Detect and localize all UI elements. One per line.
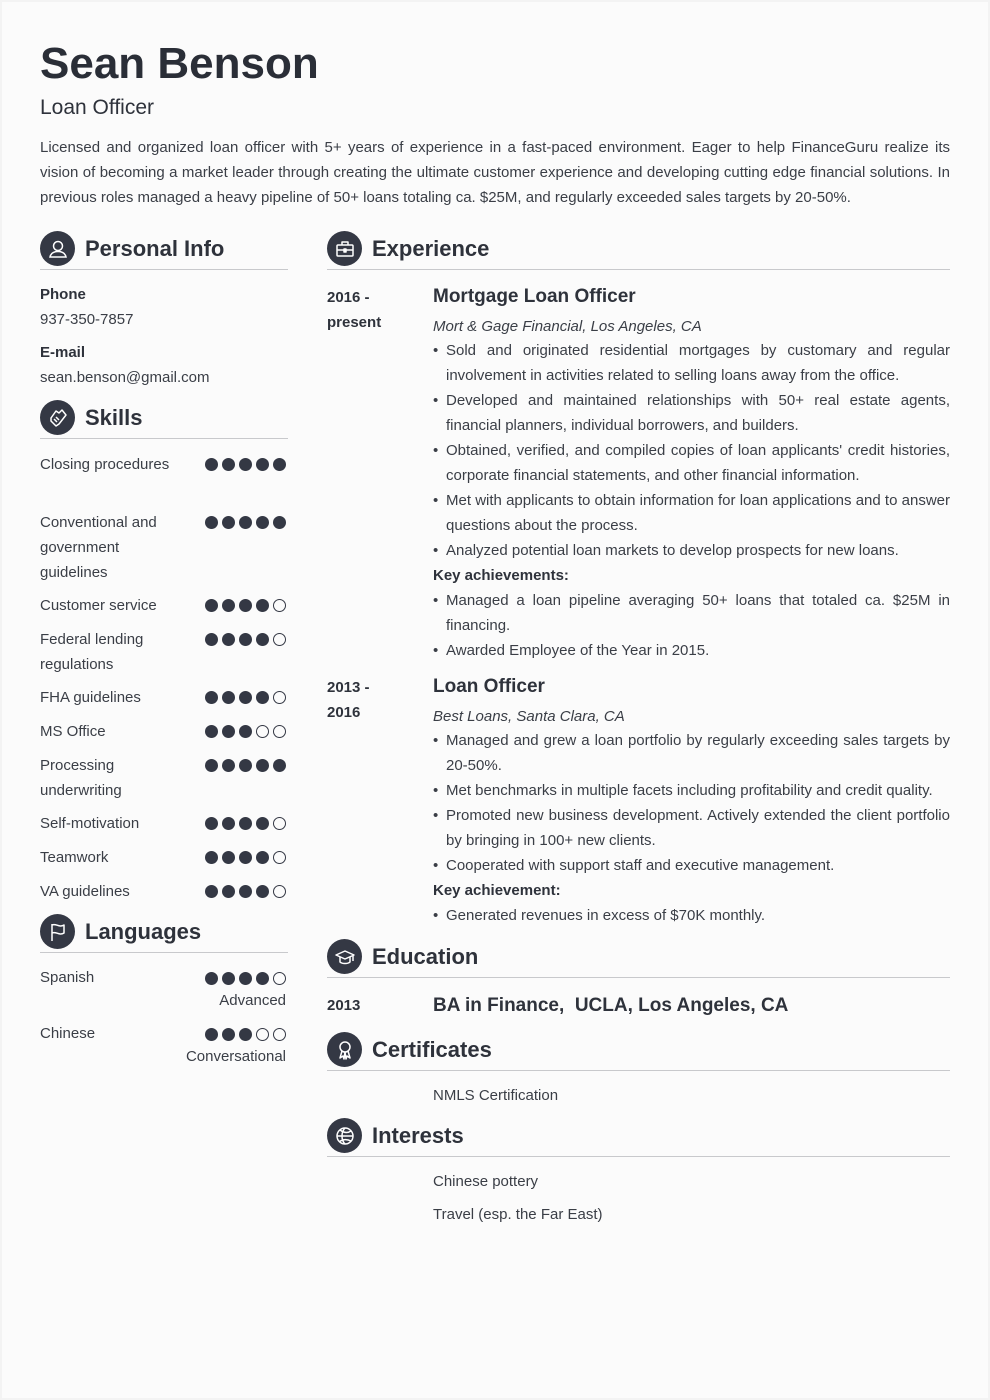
skill-name: Processing underwriting [40,757,122,799]
interest-item: Chinese pottery [433,1173,539,1190]
section-divider [327,1070,950,1071]
education-year: 2013 [327,997,361,1014]
job-title: Loan Officer [433,676,545,697]
skill-rating [205,516,286,529]
section-divider [40,269,288,270]
skill-rating [205,851,286,864]
rating-dot-empty [273,851,286,864]
summary-text: Licensed and organized loan officer with 5+ years of experience in a fast-paced environment. Eager to help FinanceGuru realize its vision of becoming a market leader through creating the ultimate customer experience and developing cutting edge financial solutions. In previous roles managed a heavy pipeline of 50+ loans totaling ca. $25M, and regularly exceeded sales targets by 20-50%. [40,139,950,206]
skill-name: Self-motivation [40,815,140,832]
person-icon [40,231,75,266]
skill-name: Conventional and government guidelines [40,514,157,581]
rating-dot-filled [205,691,218,704]
certificates-section-header [327,1032,950,1072]
personal-info-title: Personal Info [85,236,225,261]
rating-dot-empty [273,599,286,612]
job-bullets [433,338,950,663]
language-rating [205,972,286,985]
skill-rating [205,599,286,612]
rating-dot-filled [239,516,252,529]
rating-dot-filled [239,1028,252,1041]
experience-section-header [327,231,950,271]
rating-dot-empty [273,817,286,830]
phone-label: Phone [40,286,86,303]
rating-dot-filled [273,458,286,471]
skill-name: VA guidelines [40,883,130,900]
rating-dot-filled [222,691,235,704]
certificates-title: Certificates [372,1037,492,1062]
rating-dot-filled [222,725,235,738]
graduation-cap-icon [327,939,362,974]
rating-dot-filled [205,458,218,471]
personal-info-section-header [40,231,288,271]
email-label: E-mail [40,344,86,361]
job-bullet: • Developed and maintained relationships with 50+ real estate agents, financial planners, individual borrowers, and builders. [433,388,950,438]
certificate-item: NMLS Certification [433,1087,559,1104]
skills-section-header [40,400,288,440]
rating-dot-filled [205,725,218,738]
rating-dot-filled [256,516,269,529]
section-divider [327,977,950,978]
section-divider [40,952,288,953]
rating-dot-filled [222,1028,235,1041]
language-level: Conversational [185,1048,286,1065]
rating-dot-filled [273,516,286,529]
language-level: Advanced [219,992,286,1009]
rating-dot-empty [273,972,286,985]
achievement-bullet: • Managed a loan pipeline averaging 50+ loans that totaled ca. $25M in financing. [433,588,950,638]
skill-name: Customer service [40,597,157,614]
rating-dot-filled [222,885,235,898]
job-bullet: • Met benchmarks in multiple facets including profitability and credit quality. [433,778,950,803]
skill-name: Federal lending regulations [40,631,144,673]
rating-dot-filled [256,599,269,612]
rating-dot-empty [273,633,286,646]
section-divider [40,438,288,439]
job-bullet: • Promoted new business development. Actively extended the client portfolio by bringing in 100+ new clients. [433,803,950,853]
job-bullet: • Met with applicants to obtain information for loan applications and to answer questions about the process. [433,488,950,538]
rating-dot-filled [222,817,235,830]
rating-dot-filled [256,885,269,898]
rating-dot-filled [239,817,252,830]
rating-dot-filled [222,516,235,529]
briefcase-icon [327,231,362,266]
rating-dot-empty [273,1028,286,1041]
rating-dot-filled [205,817,218,830]
experience-title: Experience [372,236,490,261]
rating-dot-filled [205,851,218,864]
language-name: Chinese [40,1025,96,1042]
handshake-icon [40,400,75,435]
languages-title: Languages [85,919,202,944]
interests-section-header [327,1118,950,1158]
rating-dot-filled [239,759,252,772]
rating-dot-filled [256,633,269,646]
rating-dot-empty [256,1028,269,1041]
interests-title: Interests [372,1123,464,1148]
rating-dot-filled [239,599,252,612]
skill-name: Teamwork [40,849,109,866]
section-divider [327,1156,950,1157]
job-company: Best Loans, Santa Clara, CA [433,708,625,725]
candidate-name: Sean Benson [40,39,319,88]
rating-dot-filled [205,633,218,646]
job-company: Mort & Gage Financial, Los Angeles, CA [433,318,702,335]
skill-rating [205,725,286,738]
email-value: sean.benson@gmail.com [40,369,210,386]
rating-dot-filled [222,633,235,646]
rating-dot-filled [256,851,269,864]
key-achievements-label: Key achievement: [433,882,561,899]
rating-dot-filled [256,691,269,704]
rating-dot-filled [222,759,235,772]
ball-icon [327,1118,362,1153]
interest-item: Travel (esp. the Far East) [433,1206,603,1223]
job-bullets [433,728,950,928]
rating-dot-empty [273,885,286,898]
rating-dot-filled [222,972,235,985]
rating-dot-filled [256,817,269,830]
rating-dot-filled [239,885,252,898]
rating-dot-filled [239,972,252,985]
rating-dot-empty [256,725,269,738]
rating-dot-filled [256,759,269,772]
key-achievements-label: Key achievements: [433,567,569,584]
rating-dot-empty [273,691,286,704]
rating-dot-filled [273,759,286,772]
language-rating [205,1028,286,1041]
job-bullet: • Sold and originated residential mortgages by customary and regular involvement in activities related to selling loans away from the office. [433,338,950,388]
award-ribbon-icon [327,1032,362,1067]
rating-dot-filled [256,458,269,471]
job-bullet: • Managed and grew a loan portfolio by regularly exceeding sales targets by 20-50%. [433,728,950,778]
education-degree: BA in Finance, UCLA, Los Angeles, CA [433,995,789,1016]
rating-dot-filled [239,725,252,738]
achievement-bullet: • Awarded Employee of the Year in 2015. [433,638,950,663]
job-title: Mortgage Loan Officer [433,286,636,307]
rating-dot-filled [205,759,218,772]
phone-value: 937-350-7857 [40,311,134,328]
skill-rating [205,817,286,830]
skill-name: FHA guidelines [40,689,141,706]
skill-name: Closing procedures [40,456,170,473]
achievement-bullet: • Generated revenues in excess of $70K monthly. [433,903,950,928]
languages-section-header [40,914,288,954]
rating-dot-filled [239,691,252,704]
rating-dot-filled [256,972,269,985]
job-bullet: • Analyzed potential loan markets to develop prospects for new loans. [433,538,950,563]
language-name: Spanish [40,969,95,986]
skill-rating [205,458,286,471]
rating-dot-filled [205,599,218,612]
job-bullet: • Cooperated with support staff and executive management. [433,853,950,878]
skill-rating [205,885,286,898]
section-divider [327,269,950,270]
rating-dot-filled [205,885,218,898]
rating-dot-filled [205,516,218,529]
job-bullet: • Obtained, verified, and compiled copies of loan applicants' credit histories, corporate financial statements, and other financial information. [433,438,950,488]
skill-rating [205,691,286,704]
rating-dot-empty [273,725,286,738]
rating-dot-filled [205,972,218,985]
rating-dot-filled [222,599,235,612]
rating-dot-filled [239,851,252,864]
job-date: 2016 - present [327,289,382,331]
rating-dot-filled [222,458,235,471]
skills-title: Skills [85,405,143,430]
flag-icon [40,914,75,949]
skill-name: MS Office [40,723,106,740]
rating-dot-filled [239,633,252,646]
education-title: Education [372,944,479,969]
skill-rating [205,759,286,772]
skill-rating [205,633,286,646]
education-section-header [327,939,950,979]
rating-dot-filled [222,851,235,864]
rating-dot-filled [239,458,252,471]
job-date: 2013 - 2016 [327,679,370,721]
resume-page [2,2,988,1398]
rating-dot-filled [205,1028,218,1041]
candidate-role: Loan Officer [40,96,155,119]
